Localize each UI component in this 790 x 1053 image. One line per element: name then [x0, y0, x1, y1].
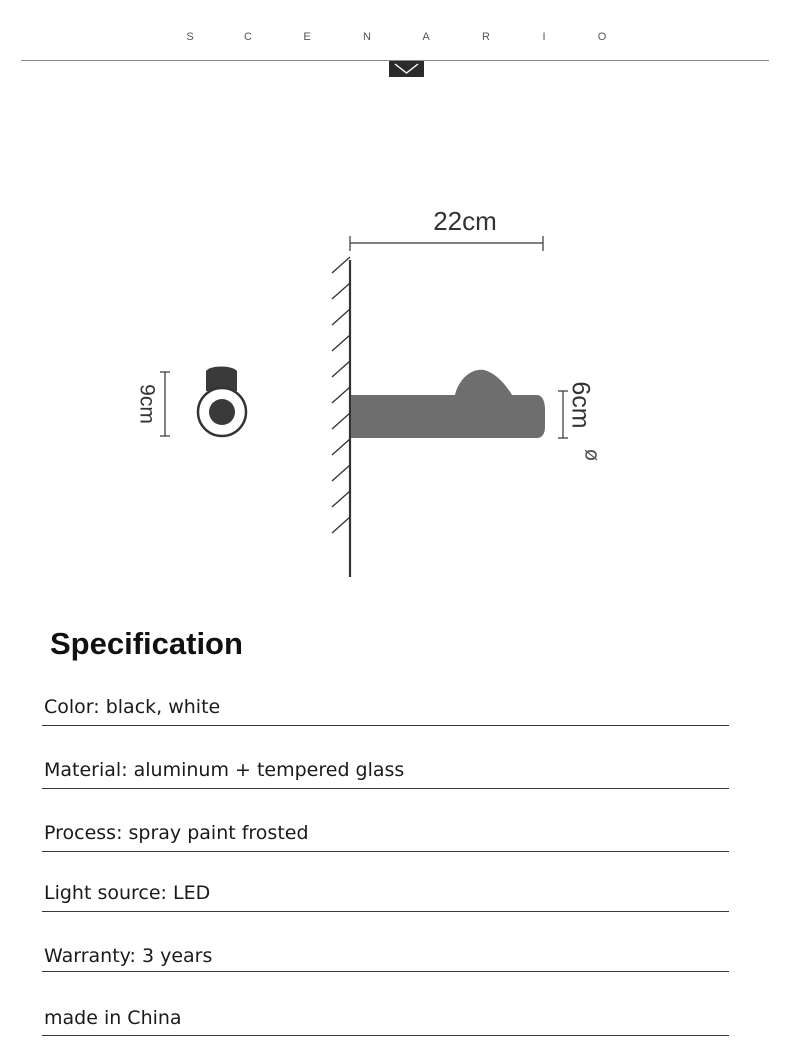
lamp-side-view — [351, 370, 545, 438]
header-letter: I — [542, 31, 546, 43]
header-tab — [389, 61, 424, 77]
scenario-header — [0, 31, 790, 47]
spec-row — [42, 691, 729, 726]
chevron-down-icon — [389, 61, 424, 77]
header-letter: S — [186, 31, 194, 43]
header-letter: A — [422, 31, 430, 43]
dimension-diagram — [0, 195, 790, 585]
length-label: 22cm — [433, 206, 497, 236]
spec-title: Specification — [50, 626, 243, 661]
header-letter: O — [597, 31, 607, 43]
base-dimension — [135, 372, 170, 436]
length-dimension — [350, 206, 543, 251]
header-letter: R — [482, 31, 490, 43]
diameter-symbol: ø — [580, 448, 605, 462]
diameter-dimension — [558, 381, 605, 461]
spec-row-text: Light source: LED — [44, 882, 211, 904]
spec-row-text: Warranty: 3 years — [44, 945, 213, 967]
lamp-front-view — [198, 367, 246, 437]
header-letter: E — [303, 31, 311, 43]
spec-row-text: made in China — [44, 1007, 182, 1029]
spec-row-text: Color: black, white — [44, 696, 221, 718]
spec-row-text: Process: spray paint frosted — [44, 822, 309, 844]
spec-row — [42, 754, 729, 789]
spec-row — [42, 817, 729, 852]
spec-row — [42, 940, 729, 972]
diameter-label: 6cm — [566, 381, 595, 429]
wall — [332, 257, 350, 577]
spec-row — [42, 877, 729, 912]
spec-row-text: Material: aluminum + tempered glass — [44, 759, 405, 781]
base-label: 9cm — [135, 384, 159, 424]
spec-row — [42, 1002, 729, 1036]
header-letter: C — [244, 31, 252, 43]
header-letter: N — [363, 31, 371, 43]
